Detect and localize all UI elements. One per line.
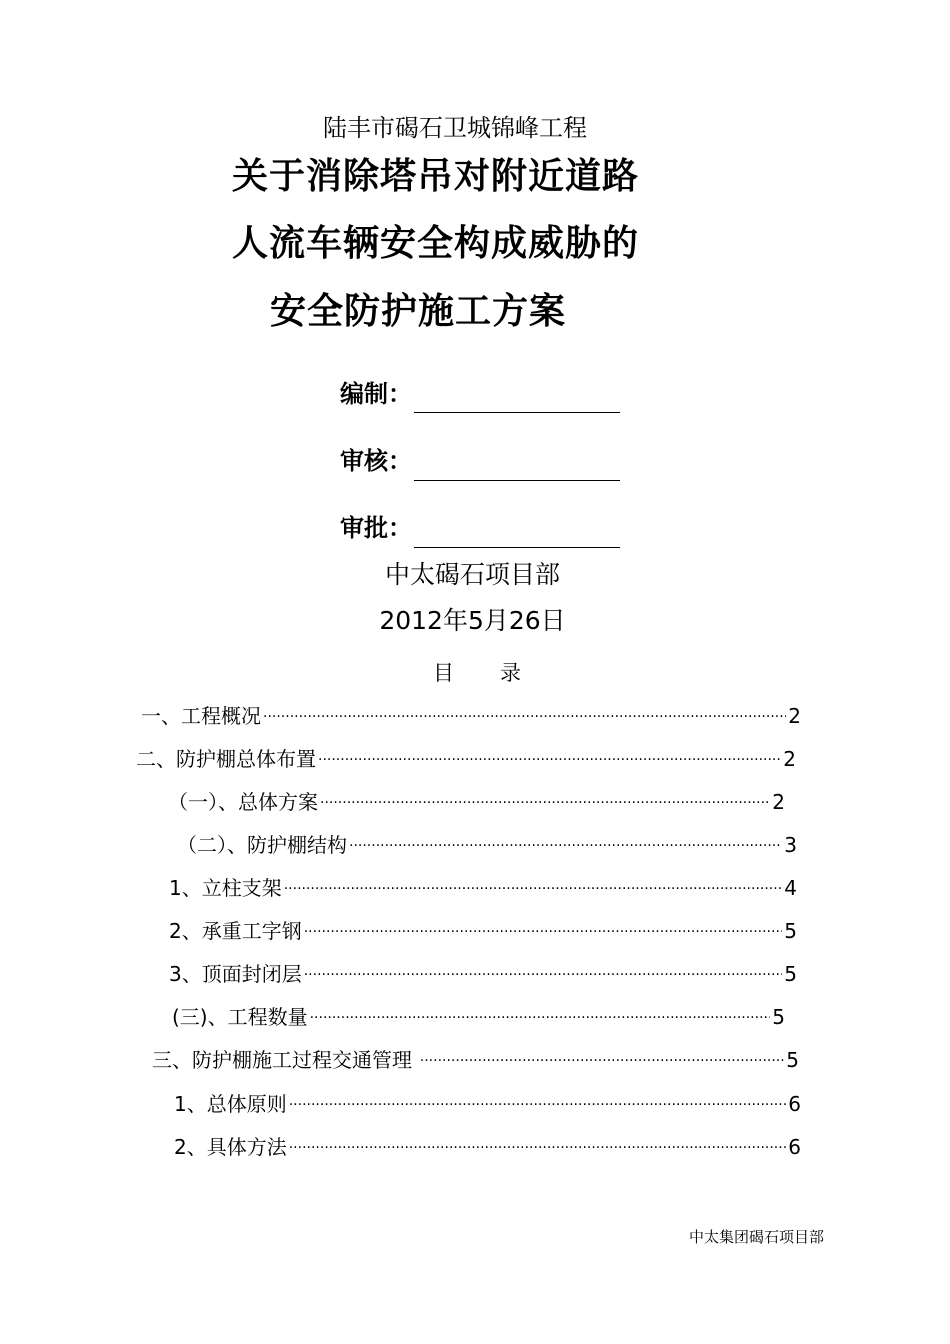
toc-entry-page: 2 (772, 790, 785, 814)
toc-entry[interactable] (168, 786, 785, 816)
toc-entry-page: 2 (783, 747, 796, 771)
document-date: 2012年5月26日 (379, 606, 566, 635)
toc-leader-dots (289, 1097, 787, 1113)
toc-leader-dots (349, 838, 782, 854)
toc-title-right: 录 (500, 661, 523, 685)
toc-entry[interactable] (174, 1131, 801, 1161)
toc-entry[interactable] (169, 872, 797, 902)
toc-leader-dots (284, 881, 783, 897)
toc-entry[interactable] (141, 700, 801, 730)
toc-entry-label: 三、防护棚施工过程交通管理 (152, 1048, 412, 1072)
toc-entry[interactable] (172, 1001, 785, 1031)
toc-leader-dots (304, 967, 783, 983)
toc-entry[interactable] (169, 958, 797, 988)
toc-entry[interactable] (174, 1088, 801, 1118)
toc-entry[interactable] (169, 915, 797, 945)
review-label: 审核： (340, 447, 412, 475)
toc-entry-page: 5 (786, 1048, 799, 1072)
toc-entry-page: 6 (788, 1135, 801, 1159)
toc-entry-label: 2、承重工字钢 (169, 919, 302, 943)
toc-entry-page: 6 (788, 1092, 801, 1116)
toc-entry[interactable] (177, 829, 797, 859)
toc-entry-label: 1、立柱支架 (169, 876, 282, 900)
toc-entry-page: 5 (784, 962, 797, 986)
toc-entry-label: 一、工程概况 (141, 704, 261, 728)
toc-entry[interactable] (152, 1044, 799, 1074)
toc-title (433, 657, 523, 687)
toc-entry-page: 2 (788, 704, 801, 728)
toc-entry-label: 2、具体方法 (174, 1135, 287, 1159)
toc-entry-page: 3 (784, 833, 797, 857)
toc-entry-label: 二、防护棚总体布置 (136, 747, 316, 771)
toc-title-left: 目 (433, 661, 456, 685)
project-subtitle: 陆丰市碣石卫城锦峰工程 (323, 114, 587, 142)
toc-entry-label: （二）、防护棚结构 (177, 833, 347, 857)
review-signature-line (414, 480, 620, 481)
toc-entry-page: 4 (784, 876, 797, 900)
organization-name: 中太碣石项目部 (384, 560, 560, 589)
compile-label: 编制： (340, 380, 412, 408)
toc-leader-dots (420, 1053, 784, 1069)
toc-entry-label: (三)、工程数量 (172, 1005, 308, 1029)
toc-leader-dots (318, 752, 781, 768)
toc-entry-page: 5 (772, 1005, 785, 1029)
approve-label: 审批： (340, 514, 412, 542)
toc-leader-dots (320, 795, 770, 811)
toc-leader-dots (310, 1010, 771, 1026)
toc-entry-label: 1、总体原则 (174, 1092, 287, 1116)
approve-signature-line (414, 547, 620, 548)
page-footer: 中太集团碣石项目部 (689, 1228, 825, 1246)
toc-leader-dots (304, 924, 783, 940)
title-line-3: 安全防护施工方案 (270, 291, 567, 332)
title-line-2: 人流车辆安全构成威胁的 (232, 223, 640, 264)
compile-signature-line (414, 412, 620, 413)
title-line-1: 关于消除塔吊对附近道路 (232, 156, 640, 197)
toc-entry-label: （一）、总体方案 (168, 790, 318, 814)
toc-entry-label: 3、顶面封闭层 (169, 962, 302, 986)
toc-leader-dots (263, 709, 786, 725)
toc-entry[interactable] (136, 743, 796, 773)
toc-leader-dots (289, 1140, 787, 1156)
toc-entry-page: 5 (784, 919, 797, 943)
